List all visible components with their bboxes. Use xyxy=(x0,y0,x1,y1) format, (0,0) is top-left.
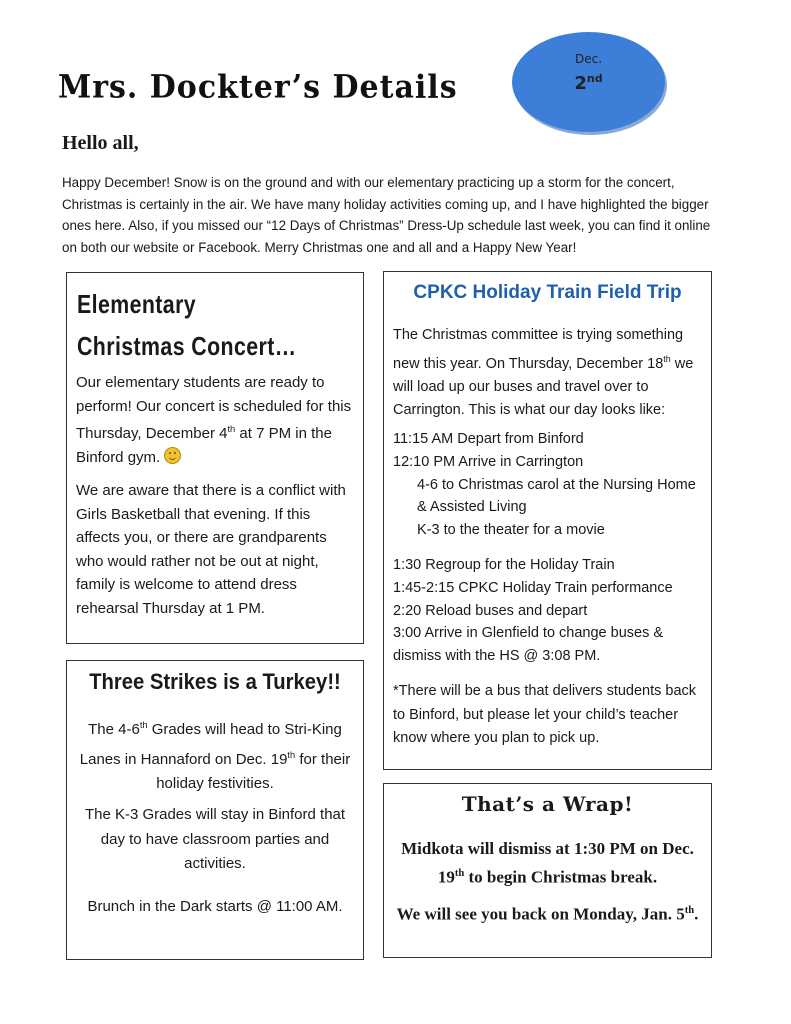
schedule-item: 12:10 PM Arrive in Carrington xyxy=(393,453,584,470)
schedule-item: 1:30 Regroup for the Holiday Train xyxy=(393,557,615,573)
date-badge xyxy=(512,32,665,132)
concert-paragraph-1: Our elementary students are ready to perform! Our concert is scheduled for this Thursday, December 4th at 7 PM in the Binford gym. xyxy=(76,374,352,466)
schedule-item: 11:15 AM Depart from Binford xyxy=(393,431,584,447)
schedule-subitem: 4-6 to Christmas carol at the Nursing Home & Assisted Living xyxy=(417,476,696,516)
concert-paragraph-2: We are aware that there is a conflict with Girls Basketball that evening. If this affects you, or there are grandparents who would rather not be out at night, family is welcome to attend dress rehearsal Thursday at 1 PM. xyxy=(76,482,346,617)
train-intro: The Christmas committee is trying something new this year. On Thursday, December 18th we will load up our buses and travel over to Carrington. This is what our day looks like: xyxy=(393,327,694,419)
train-note: *There will be a bus that delivers students back to Binford, but please let your child’s teacher know where you plan to pick up. xyxy=(393,683,697,746)
date-day: 2nd xyxy=(574,72,603,94)
concert-section xyxy=(66,272,364,644)
intro-paragraph: Happy December! Snow is on the ground and with our elementary practicing up a storm for the concert, Christmas is certainly in the air. We have many holiday activities coming up, and I have highlighted the bigger ones here. Also, if you missed our “12 Days of Christmas” Dress-Up schedule last week, you can find it online on both our website or Facebook. Merry Christmas one and all and a Happy New Year! xyxy=(62,175,711,255)
train-schedule-afternoon xyxy=(393,554,708,668)
bowling-section xyxy=(66,660,364,960)
train-schedule-morning xyxy=(393,428,708,542)
schedule-subitem: K-3 to the theater for a movie xyxy=(417,522,605,539)
bowling-paragraph-2: The K-3 Grades will stay in Binford that day to have classroom parties and activities. xyxy=(84,806,346,872)
concert-title: Elementary Christmas Concert… xyxy=(77,289,297,361)
schedule-item: 3:00 Arrive in Glenfield to change buses & dismiss with the HS @ 3:08 PM. xyxy=(393,625,664,665)
break-title: That’s a Wrap! xyxy=(461,792,634,816)
smiley-face-icon xyxy=(164,447,181,464)
bowling-title: Three Strikes is a Turkey!! xyxy=(89,669,341,694)
schedule-item: 1:45-2:15 CPKC Holiday Train performance xyxy=(393,579,673,596)
break-paragraph-1: Midkota will dismiss at 1:30 PM on Dec. 19th to begin Christmas break. xyxy=(401,839,694,887)
bowling-paragraph-1: The 4-6th Grades will head to Stri-King Lanes in Hannaford on Dec. 19th for their holiday festivities. xyxy=(79,720,351,792)
train-title: CPKC Holiday Train Field Trip xyxy=(413,282,682,303)
newsletter-title: Mrs. Dockter’s Details xyxy=(58,69,458,106)
greeting: Hello all, xyxy=(62,132,139,154)
train-section xyxy=(383,271,712,770)
date-month: Dec. xyxy=(574,52,603,66)
break-paragraph-2: We will see you back on Monday, Jan. 5th. xyxy=(396,904,699,924)
schedule-item: 2:20 Reload buses and depart xyxy=(393,602,588,619)
bowling-paragraph-3: Brunch in the Dark starts @ 11:00 AM. xyxy=(87,898,343,915)
break-section xyxy=(383,783,712,958)
